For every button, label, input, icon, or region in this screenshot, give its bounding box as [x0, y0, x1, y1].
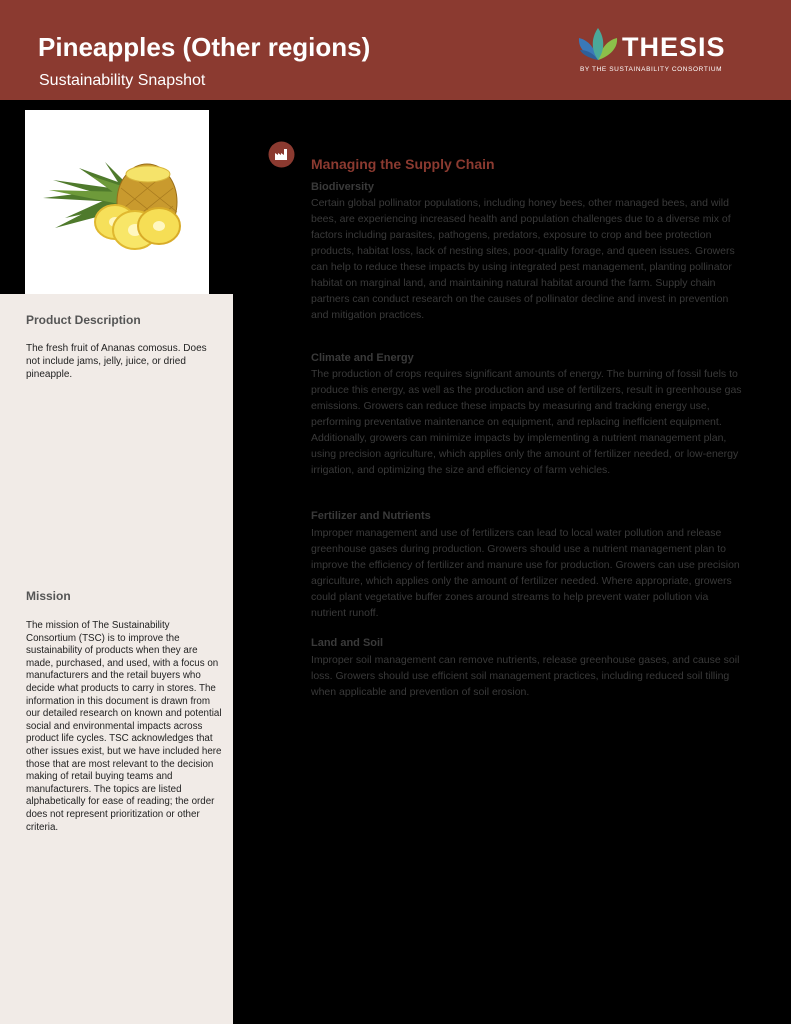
section-title: Managing the Supply Chain	[311, 156, 495, 172]
product-description-text: The fresh fruit of Ananas comosus. Does not include jams, jelly, juice, or dried pineapple.	[26, 343, 207, 380]
climate-energy-heading: Climate and Energy	[311, 352, 414, 364]
page-subtitle: Sustainability Snapshot	[39, 72, 206, 89]
mission-text: The mission of The Sustainability Consortium (TSC) is to improve the sustainability of products when they are made, purchased, and used, with a focus on manufacturers and the retail buyers who decide what products to carry in stores. The information in this document is drawn from our detailed research on known and potential social and environmental impacts across product life cycles. TSC acknowledges that other issues exist, but we have included here those that are most relevant to the decision making of retail buying teams and manufacturers. The topics are listed alphabetically for ease of reading; the order does not represent prioritization or other criteria.	[26, 620, 222, 833]
land-soil-heading: Land and Soil	[311, 637, 384, 649]
mission-heading: Mission	[26, 589, 71, 603]
fertilizer-nutrients-heading: Fertilizer and Nutrients	[311, 510, 431, 522]
biodiversity-heading: Biodiversity	[311, 181, 374, 193]
logo-tagline: BY THE SUSTAINABILITY CONSORTIUM	[580, 66, 723, 73]
land-soil-text: Improper soil management can remove nutrients, release greenhouse gases, and cause soil loss. Growers should use efficient soil management practices, including reduced soil tilling when applicable and prevention of soil erosion.	[311, 654, 740, 698]
factory-icon	[268, 141, 295, 168]
logo-wordmark: THESIS	[622, 32, 726, 62]
climate-energy-text: The production of crops requires significant amounts of energy. The burning of fossil fuels to produce this energy, as well as the production and use of fertilizers, result in greenhouse gas emissions. Growers can reduce these impacts by measuring and tracking energy use, performing preventative maintenance on equipment, and replacing inefficient equipment. Additionally, growers can minimize impacts by implementing a nutrient management plan, using precision agriculture, which applies only the amount of fertilizer needed, or low-energy irrigation, and optimizing the size and efficiency of farm vehicles.	[311, 368, 742, 476]
thesis-logo	[576, 26, 746, 76]
biodiversity-text: Certain global pollinator populations, including honey bees, other managed bees, and wild bees, are experiencing increased health and population challenges due to a diverse mix of factors including parasites, pathogens, predators, exposure to crop and bee protection products, habitat loss, lack of nesting sites, poor-quality forage, and queen issues. Growers can help to reduce these impacts by using integrated pest management, planting pollinator habitat on marginal land, and maintaining natural habitat around the farm. Supply chain partners can conduct research on the causes of pollinator decline and invest in prevention and mitigation practices.	[311, 197, 735, 321]
header-banner	[0, 0, 791, 100]
leaves-icon	[576, 26, 620, 64]
fertilizer-nutrients-text: Improper management and use of fertilizers can lead to local water pollution and release greenhouse gases during production. Growers should use a nutrient management plan to improve the efficiency of fertilizer and manure use for production. Growers can use precision agriculture, which applies only the amount of fertilizer needed. Where appropriate, growers could plant vegetative buffer zones around streams to help prevent water pollution via nutrient runoff.	[311, 527, 740, 619]
product-description-heading: Product Description	[26, 313, 141, 327]
page-title: Pineapples (Other regions)	[38, 32, 371, 62]
pineapple-icon	[25, 110, 209, 294]
product-photo	[25, 110, 209, 294]
